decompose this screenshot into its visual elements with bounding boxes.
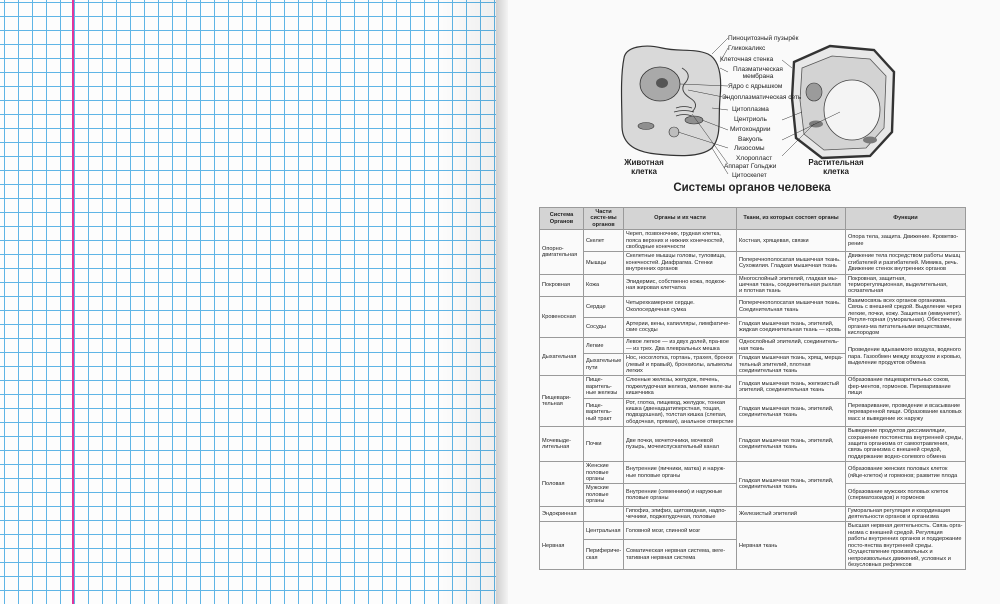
label-golgi: Аппарат Гольджи <box>724 163 777 170</box>
part-cell: Пище-варитель-ный тракт <box>584 398 624 427</box>
chloroplast-2 <box>863 137 877 144</box>
table-row <box>540 398 966 427</box>
part-cell: Центральная <box>584 522 624 540</box>
label-lysosomes: Лизосомы <box>734 145 765 152</box>
grid-paper-page <box>0 0 496 604</box>
functions-cell: Взаимосвязь всех органов организма. Связь с внешней средой. Выделение через легкие, почки, кожу. Защитная (иммунитет). Регуля-торная (гуморальная). Обеспечение организ-ма питательными веществами, кислородом <box>846 296 966 337</box>
tissues-cell: Железистый эпителий <box>737 506 846 522</box>
part-cell: Женские половые органы <box>584 462 624 484</box>
chloroplast <box>809 121 823 128</box>
table-row <box>540 376 966 398</box>
mitochondrion-2 <box>638 123 654 130</box>
part-cell: Пище-варитель-ные железы <box>584 376 624 398</box>
table-row <box>540 522 966 540</box>
system-cell: Дыхательная <box>540 338 584 376</box>
system-cell: Нервная <box>540 522 584 570</box>
organs-cell: Левое легкое — из двух долей, пра-вое — из трех. Два плевральных мешка <box>624 338 737 354</box>
label-glycocalyx: Гликокаликс <box>728 45 766 52</box>
organs-cell: Слюнные железы, желудок, печень, поджелудочная железа, мелкие желе-зы кишечника <box>624 376 737 398</box>
table-row <box>540 506 966 522</box>
label-pinocytic-vesicle: Пиноцитозный пузырёк <box>728 35 799 42</box>
functions-cell: Переваривание, проведение и всасывание переваренной пищи. Образование каловых масс и выведение их наружу <box>846 398 966 427</box>
functions-cell: Проведение вдыхаемого воздуха, водяного пара. Газообмен между воздухом и кровью, выделение продуктов обмена <box>846 338 966 376</box>
system-cell: Покровная <box>540 274 584 296</box>
functions-cell: Образование пищеварительных соков, фер-ментов, гормонов. Переваривание пищи <box>846 376 966 398</box>
organs-cell: Скелетные мышцы головы, туловища, конечностей. Диафрагма. Стенки внутренних органов <box>624 252 737 274</box>
functions-cell: Образование мужских половых клеток (сперматозоидов) и гормонов <box>846 484 966 506</box>
tissues-cell: Гладкая мышечная ткань, эпителий, соединительная ткань <box>737 398 846 427</box>
system-cell: Половая <box>540 462 584 506</box>
table-row <box>540 296 966 317</box>
header-system: Система Органов <box>540 208 584 230</box>
part-cell: Дыхательные пути <box>584 354 624 376</box>
tissues-cell: Гладкая мышечная ткань, хрящ, мерца-тельный эпителий, плотная соединительная ткань <box>737 354 846 376</box>
cell-diagram <box>616 28 962 180</box>
organs-cell: Внутренние (яичники, матка) и наруж-ные половые органы <box>624 462 737 484</box>
organs-cell: Внутренние (семенники) и наружные половые органы <box>624 484 737 506</box>
system-cell: Эндокринная <box>540 506 584 522</box>
functions-cell: Образование женских половых клеток (яйце-клеток) и гормонов; развитие плода <box>846 462 966 484</box>
organs-cell: Рот, глотка, пищевод, желудок, тонкая кишка (двенадцатиперстная, тощая, подвздошная), толстая кишка (слепая, ободочная, прямая), анальное отверстие <box>624 398 737 427</box>
plant-nucleus <box>806 83 822 101</box>
functions-cell: Покровная, защитная, терморегуляционная, выделительная, осязательная <box>846 274 966 296</box>
part-cell: Перифериче-ская <box>584 540 624 570</box>
tissues-cell: Гладкая мышечная ткань, эпителий, соединительная ткань <box>737 462 846 506</box>
label-mitochondria: Митохондрии <box>730 126 771 133</box>
animal-cell-caption: Животная клетка <box>624 158 664 176</box>
label-cell-wall: Клеточная стенка <box>720 56 774 63</box>
organs-cell: Две почки, мочеточники, мочевой пузырь, мочеиспускательный канал <box>624 427 737 462</box>
label-plasma-membrane: Плазматическая мембрана <box>733 66 783 80</box>
tissues-cell: Гладкая мышечная ткань, эпителий, жидкая соединительная ткань — кровь <box>737 317 846 338</box>
part-cell: Легкие <box>584 338 624 354</box>
part-cell <box>584 506 624 522</box>
organs-cell: Нос, носоглотка, гортань, трахея, бронхи (левый и правый), бронхиолы, альвеолы легких <box>624 354 737 376</box>
margin-line <box>72 0 74 604</box>
system-cell: Опорно-двигательная <box>540 230 584 274</box>
tissues-cell: Гладкая мышечная ткань, железистый эпителий, соединительная ткань <box>737 376 846 398</box>
label-cytoplasm: Цитоплазма <box>732 106 769 113</box>
table-header-row <box>540 208 966 230</box>
organs-cell: Соматическая нервная система, веге-тативная нервная система <box>624 540 737 570</box>
functions-cell: Выведение продуктов диссимиляции, сохранение постоянства внутренней среды, защита организма от самоотравления, связь организма с внешней средой, поддержание водно-солевого обмена <box>846 427 966 462</box>
system-cell: Пищевари-тельная <box>540 376 584 427</box>
book-gutter <box>496 0 508 604</box>
system-cell: Кровеносная <box>540 296 584 337</box>
tissues-cell: Однослойный эпителий, соединитель-ная ткань <box>737 338 846 354</box>
part-cell: Мышцы <box>584 252 624 274</box>
tissues-cell: Нервная ткань <box>737 522 846 570</box>
label-cytoskeleton: Цитоскелет <box>732 172 767 179</box>
table-row <box>540 462 966 484</box>
table-row <box>540 338 966 354</box>
plant-cell-caption: Растительная клетка <box>808 158 864 176</box>
organs-cell: Артерии, вены, капилляры, лимфатиче-ские сосуды <box>624 317 737 338</box>
organs-cell: Эпидермис, собственно кожа, подкож-ная жировая клетчатка <box>624 274 737 296</box>
header-functions: Функции <box>846 208 966 230</box>
header-organs: Органы и их части <box>624 208 737 230</box>
tissues-cell: Поперечнополосатая мышечная ткань. Соединительная ткань <box>737 296 846 317</box>
part-cell: Мужские половые органы <box>584 484 624 506</box>
table-row <box>540 252 966 274</box>
part-cell: Скелет <box>584 230 624 252</box>
functions-cell: Опора тела, защита. Движение. Кроветво-рение <box>846 230 966 252</box>
table-row <box>540 274 966 296</box>
organs-cell: Головной мозг, спинной мозг <box>624 522 737 540</box>
label-centriole: Центриоль <box>734 116 767 123</box>
animal-nucleolus <box>656 78 668 88</box>
label-chloroplast: Хлоропласт <box>736 155 773 162</box>
part-cell: Кожа <box>584 274 624 296</box>
table-row <box>540 427 966 462</box>
tissues-cell: Многослойный эпителий, гладкая мы-шечная ткань, соединительная рыхлая и плотная ткань <box>737 274 846 296</box>
part-cell: Почки <box>584 427 624 462</box>
vacuole <box>824 80 880 140</box>
animal-cell-shape <box>622 46 721 156</box>
label-nucleus: Ядро с ядрышком <box>728 83 783 90</box>
tissues-cell: Гладкая мышечная ткань, эпителий, соединительная ткань <box>737 427 846 462</box>
part-cell: Сердце <box>584 296 624 317</box>
functions-cell: Движение тела посредством работы мышц сгибателей и разгибателей. Мимика, речь. Движение стенок внутренних органов <box>846 252 966 274</box>
system-cell: Мочевыде-лительная <box>540 427 584 462</box>
lysosome <box>669 127 679 137</box>
functions-cell: Гуморальная регуляция и координация деятельности органов и организма <box>846 506 966 522</box>
organ-systems-table <box>539 207 966 570</box>
organs-cell: Четырехкамерное сердце. Околосердечная сумка <box>624 296 737 317</box>
label-vacuole: Вакуоль <box>738 136 763 143</box>
table-row <box>540 230 966 252</box>
page-title: Системы органов человека <box>673 182 831 194</box>
part-cell: Сосуды <box>584 317 624 338</box>
header-parts: Части систе-мы органов <box>584 208 624 230</box>
organs-cell: Череп, позвоночник, грудная клетка, пояса верхних и нижних конечностей, свободные конечности <box>624 230 737 252</box>
tissues-cell: Костная, хрящевая, связки <box>737 230 846 252</box>
tissues-cell: Поперечнополосатая мышечная ткань. Сухожилия. Гладкая мышечная ткань <box>737 252 846 274</box>
functions-cell: Высшая нервная деятельность. Связь орга-низма с внешней средой. Регуляция работы внутренних органов и поддержание посто-янства внутренней среды. Осуществление произвольных и непроизвольных движений, условных и безусловных рефлексов <box>846 522 966 570</box>
label-er: Эндоплазматическая сеть <box>722 94 802 101</box>
organs-cell: Гипофиз, эпифиз, щитовидная, надпо-чечники, поджелудочная, половые <box>624 506 737 522</box>
header-tissues: Ткани, из которых состоят органы <box>737 208 846 230</box>
